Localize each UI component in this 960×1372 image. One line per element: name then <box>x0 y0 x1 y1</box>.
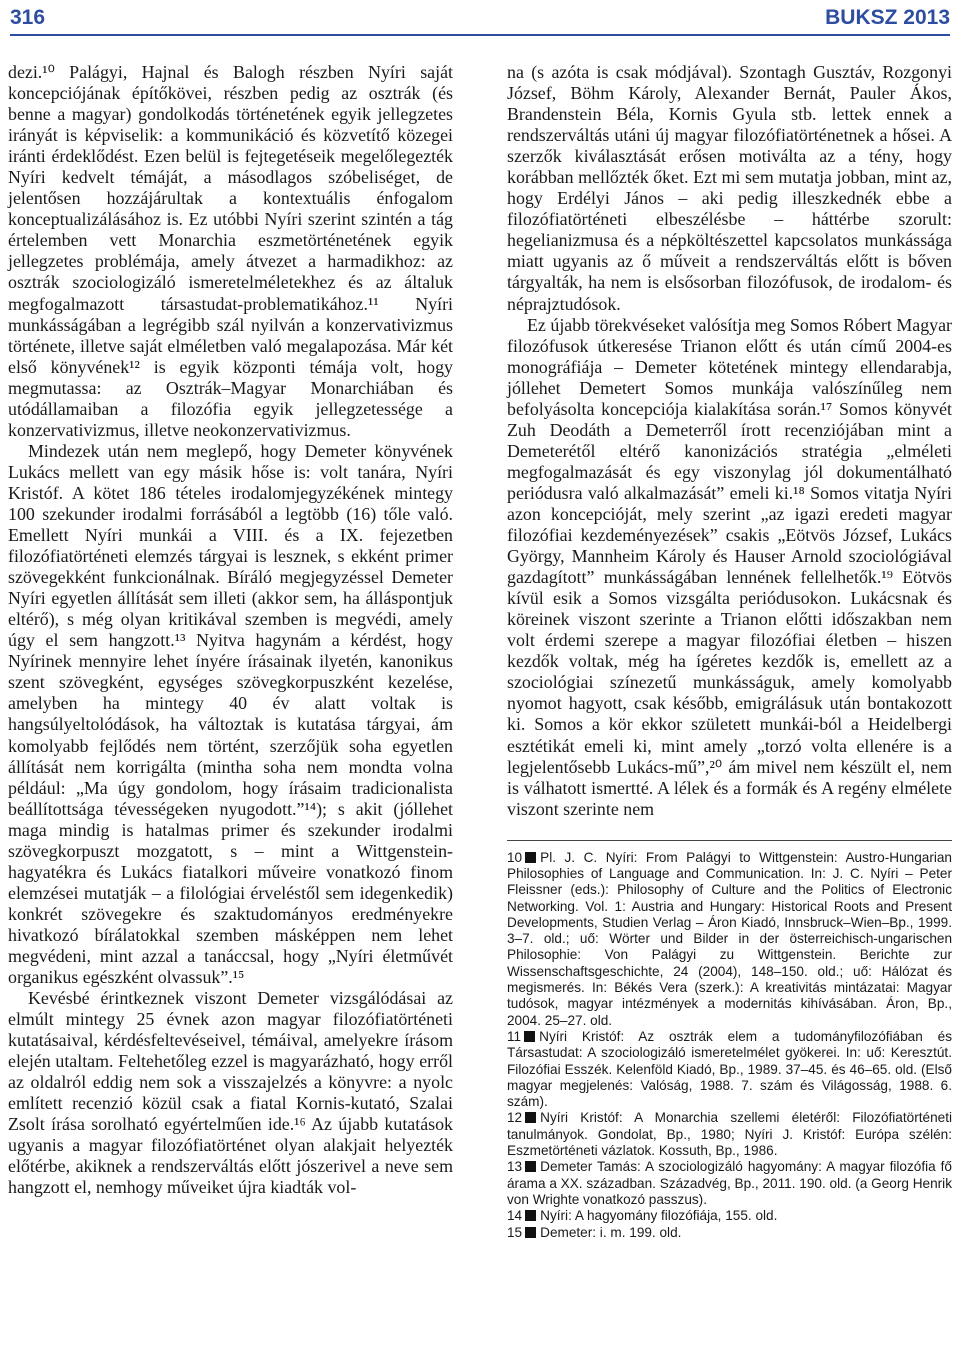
body-paragraph: na (s azóta is csak módjával). Szontagh Gusztáv, Rozgonyi József, Böhm Károly, Alexander Bernát, Pauler Ákos, Brandenstein Béla, Kornis Gyula stb. lettek ennek a rendszerváltás utáni új magyar filozófiatörténetnek a hősei. A szerzők kiválasztását erősen motiválta az a tény, hogy korábban mellőzték őket. Ezt mi sem mutatja jobban, mint az, hogy Erdélyi János – aki pedig illeszkednék ebbe a filozófiatörténeti elbeszélésbe – háttérbe szorult: hegelianizmusa és a népköltészettel kapcsolatos munkássága miatt ugyanis az ő műveit a rendszerváltás előtt is bőven tárgyalták, ha nem is elsősorban filozófusok, de irodalom- és néprajztudósok. <box>507 62 952 314</box>
square-bullet-icon <box>525 1210 536 1221</box>
body-paragraph: dezi.¹⁰ Palágyi, Hajnal és Balogh részben Nyíri saját koncepciójának építőkövei, részben pedig az osztrák (és benne a magyar) gondolkodás történetének egyik jellegzetes irányát is képviselik: a kommunikáció és közvetítő közegei iránti érdeklődést. Ezen belül is fejtegetéseik megelőlegezték Nyíri kedvelt témáját, a másodlagos szóbeliséget, de jelentősen hozzájárultak a kontextuális énfogalom konceptualizálásához is. Ez utóbbi Nyíri szerint szintén a tág értelemben vett Monarchia eszmetörténetének egyik jellegzetes problémája, amely átvezet a harmadikhoz: az osztrák szociologizáló ismeretelméletekhez és az általuk megfogalmazott társastudat-problematikához.¹¹ Nyíri munkásságában a legrégibb szál nyilván a konzervativizmus története, illetve saját elméletben való megalapozása. Már két első könyvének¹² is egyik központi témája volt, hogy megmutassa: az Osztrák–Magyar Monarchiában és utódállamaiban a filozófia egyik jellegzetessége a konzervativizmus, illetve neokonzervativizmus. <box>8 62 453 440</box>
footnote <box>507 1208 952 1224</box>
footnote-text: Nyíri Kristóf: A Monarchia szellemi életéről: Filozófiatörténeti tanulmányok. Gondolat, Bp., 1980; Nyíri J. Kristóf: Európa szélén: Eszmetörténeti vázlatok. Kossuth, Bp., 1986. <box>507 1110 952 1159</box>
footnote-number: 11 <box>507 1028 522 1044</box>
footnote-text: Nyíri Kristóf: Az osztrák elem a tudományfilozófiában és Társastudat: A szociologizáló ismeretelmélet gyökerei. In: uő: Keresztút. Filozófiai Esszék. Kelenföld Kiadó, Bp., 1989. 37–45. és 46–65. old. (Első magyar megjelenés: Valóság, 1988. 7. szám és Világosság, 1988. 6. szám). <box>507 1028 952 1110</box>
page-number: 316 <box>10 6 46 29</box>
square-bullet-icon <box>525 1112 536 1123</box>
footnote-text: Pl. J. C. Nyíri: From Palágyi to Wittgenstein: Austro-Hungarian Philosophies of Language and Communication. In: J. C. Nyíri – Peter Fleissner (eds.): Philosophy of Culture and the Politics of Electronic Networking. Vol. 1: Austria and Hungary: Historical Roots and Present Developments, Studien Verlag – Áron Kiadó, Innsbruck–Wien–Bp., 1999. 3–7. old.; uő: Wörter und Bilder in der österreichisch-ungarischen Philosophie: Von Palágyi zu Wittgenstein. Berichte zur Wissenschaftsgeschichte, 24 (2004), 148–150. old.; uő: Hálózat és megismerés. In: Békés Vera (szerk.): A kreativitás mintázatai: Magyar tudósok, magyar intézmények a modernitás kihívásában. Áron, Bp., 2004. 25–27. old. <box>507 849 952 1028</box>
footnote-number: 10 <box>507 849 523 865</box>
footnote-text: Nyíri: A hagyomány filozófiája, 155. old. <box>540 1208 778 1224</box>
square-bullet-icon <box>525 1227 536 1238</box>
footnote-text: Demeter: i. m. 199. old. <box>540 1224 682 1240</box>
footnote <box>507 1029 952 1110</box>
right-column <box>507 62 952 1241</box>
footnote-number: 15 <box>507 1224 523 1240</box>
footnote <box>507 1225 952 1241</box>
footnotes <box>507 840 952 1241</box>
square-bullet-icon <box>525 1161 536 1172</box>
body-paragraph: Mindezek után nem meglepő, hogy Demeter könyvének Lukács mellett van egy másik hőse is: volt tanára, Nyíri Kristóf. A kötet 186 tételes irodalomjegyzékének mintegy 100 szekunder irodalmi forrásából a legtöbb (16) tőle való. Emellett Nyíri munkái a VIII. és a IX. fejezetben filozófiatörténeti elemzés tárgyai is lesznek, s ekként primer szövegekként funkcionálnak. Bíráló megjegyzéssel Demeter Nyíri egyetlen állítását sem illeti (akkor sem, ha álláspontjuk eltérő), s még olyan kritikával szemben is megvédi, amely úgy el sem hangzott.¹³ Nyitva hagynám a kérdést, hogy Nyírinek mennyire lehet ínyére írásainak ilyetén, kanonikus szent szövegként, egységes szövegkorpuszként kezelése, amelyben ha mintegy 40 év alatt voltak is hangsúlyeltolódások, ha változtak is kutatása tárgyai, ám komolyabb fejlődés nem történt, szerzőjük soha egyetlen állítását nem korrigálta (mintha soha nem mondta volna például: „Ma úgy gondolom, hogy írásaim tradicionalista beállítottsága tévességeken nyugodott.”¹⁴); s akit (jóllehet maga mindig is hatalmas primer és szekunder irodalmi szövegkorpuszt mozgatott, s – mint a Wittgenstein-hagyatékra és Lukács fiatalkori műveire vonatkozó finom elemzései mutatják – a filológiai érveléstől sem idegenkedik) konkrét szövegekre és szaktudományos eredményekre hivatkozó bírálatokkal szemben másképpen nem lehet megvédeni, mint azzal a tanáccsal, hogy „Nyíri életművét organikus egészként olvassuk”.¹⁵ <box>8 440 453 988</box>
footnote <box>507 1110 952 1159</box>
footnote-number: 14 <box>507 1208 523 1224</box>
journal-title: BUKSZ 2013 <box>825 6 950 29</box>
footnote-text: Demeter Tamás: A szociologizáló hagyomány: A magyar filozófia fő árama a XX. században. Századvég, Bp., 2011. 190. old. (a Georg Henrik von Wrighte vonatkozó passzus). <box>507 1159 952 1207</box>
square-bullet-icon <box>525 852 536 863</box>
body-paragraph: Kevésbé érintkeznek viszont Demeter vizsgálódásai az elmúlt mintegy 25 évnek azon magyar filozófiatörténeti kutatásaival, kérdésfeltevéseivel, témáival, amelyekre írásom elején utaltam. Feltehetőleg ezzel is magyarázható, hogy erről az oldalról eddig nem sok a visszajelzés a könyvre: a nyolc említett recenzió közül csak a fiatal Kornis-kutató, Szalai Zsolt írása sorolható egyértelműen ide.¹⁶ Az újabb kutatások ugyanis a magyar filozófiatörténet olyan alakjait helyezték előtérbe, akiknek a rendszerváltás előtt jószerivel a neve sem hangzott el, nemhogy műveiket újra kiadták vol- <box>8 988 453 1198</box>
footnote <box>507 1159 952 1208</box>
footnote <box>507 850 952 1029</box>
body-paragraph: Ez újabb törekvéseket valósítja meg Somos Róbert Magyar filozófusok útkeresése Trianon előtt és után című 2004-es monográfiája – Demeter kötetének mintegy ellendarabja, jóllehet Demetert Somos munkája valószínűleg nem befolyásolta koncepciója kialakítása során.¹⁷ Somos könyvét Zuh Deodáth a Demeterről írott recenziójában mint a Demeterétől eltérő kanonizációs stratégia „elméleti megfogalmazását és egy viszonylag jól dokumentálható periódusra való alkalmazását” emeli ki.¹⁸ Somos vitatja Nyíri azon koncepcióját, mely szerint „az igazi eredeti magyar filozófiai kezdeményezések” csakis „Eötvös József, Lukács György, Mannheim Károly és Hauser Arnold szociológiával gazdagított” munkásságában lennének fellelhetők.¹⁹ Eötvös kívül esik a Somos vizsgálta periódusokon. Lukácsnak és köreinek viszont szerinte a Trianon előtti időszakban nem volt érdemi szerepe a magyar filozófiai életben – hiszen kezdők voltak, még ha ígéretes kezdők is, emellett az a szociológiai színezetű munkásságuk, amely komolyabb nyomot hagyott, csak később, emigrálásuk után bontakozott ki. Somos a kör ekkor született munkái-ból a Heidelbergi esztétikát emeli ki, mint amely „torzó volta ellenére is a legjelentősebb Lukács-mű”,²⁰ ám mivel nem készült el, nem is válhatott ismertté. A lélek és a formák és A regény elmélete viszont szerinte nem <box>507 314 952 819</box>
footnote-number: 13 <box>507 1159 523 1175</box>
left-column <box>8 62 453 1199</box>
square-bullet-icon <box>524 1031 535 1042</box>
footnote-number: 12 <box>507 1110 523 1126</box>
page-header <box>10 4 950 36</box>
